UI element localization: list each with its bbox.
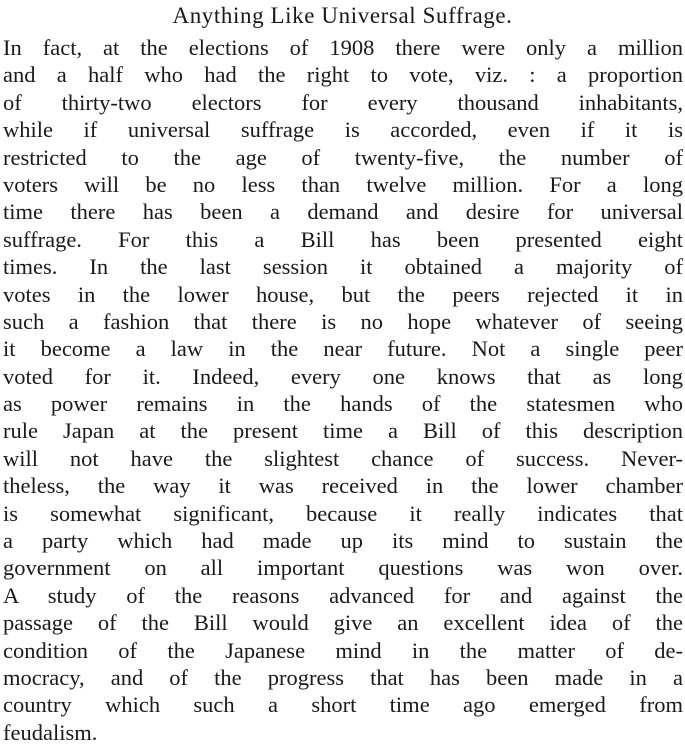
text-line: mocracy, and of the progress that has been made in a: [3, 664, 683, 690]
text-line: times. In the last session it obtained a majority of: [3, 254, 683, 280]
text-line: In fact, at the elections of 1908 there were only a million: [3, 35, 683, 60]
text-line: votes in the lower house, but the peers rejected it in: [3, 281, 683, 307]
text-line: will not have the slightest chance of success. Never-: [3, 445, 683, 471]
text-line: country which such a short time ago emerged from: [3, 692, 683, 718]
text-line: it become a law in the near future. Not a single peer: [3, 336, 683, 362]
section-heading: Anything Like Universal Suffrage.: [172, 3, 513, 28]
text-line: voted for it. Indeed, every one knows that as long: [3, 363, 683, 389]
text-line: rule Japan at the present time a Bill of this description: [3, 418, 683, 444]
text-line: voters will be no less than twelve million. For a long: [3, 171, 683, 197]
text-line: time there has been a demand and desire for universal: [3, 199, 683, 225]
text-line: as power remains in the hands of the statesmen who: [3, 391, 683, 417]
text-line: while if universal suffrage is accorded, even if it is: [3, 117, 683, 143]
text-line: condition of the Japanese mind in the matter of de-: [3, 637, 683, 663]
text-line: suffrage. For this a Bill has been presented eight: [3, 226, 683, 252]
text-line: feudalism.: [3, 719, 98, 745]
text-line: a party which had made up its mind to sustain the: [3, 528, 683, 554]
body-paragraph: [3, 34, 683, 746]
text-line: such a fashion that there is no hope whatever of seeing: [3, 308, 683, 334]
text-line: is somewhat significant, because it really indicates that: [3, 500, 683, 526]
text-line: theless, the way it was received in the lower chamber: [3, 473, 683, 499]
text-line: passage of the Bill would give an excellent idea of the: [3, 610, 683, 636]
text-line: and a half who had the right to vote, viz. : a proportion: [3, 62, 683, 88]
text-line: restricted to the age of twenty-five, the number of: [3, 144, 683, 170]
text-line: A study of the reasons advanced for and against the: [3, 582, 683, 608]
text-line: of thirty-two electors for every thousand inhabitants,: [3, 89, 683, 115]
text-line: government on all important questions was won over.: [3, 555, 683, 581]
